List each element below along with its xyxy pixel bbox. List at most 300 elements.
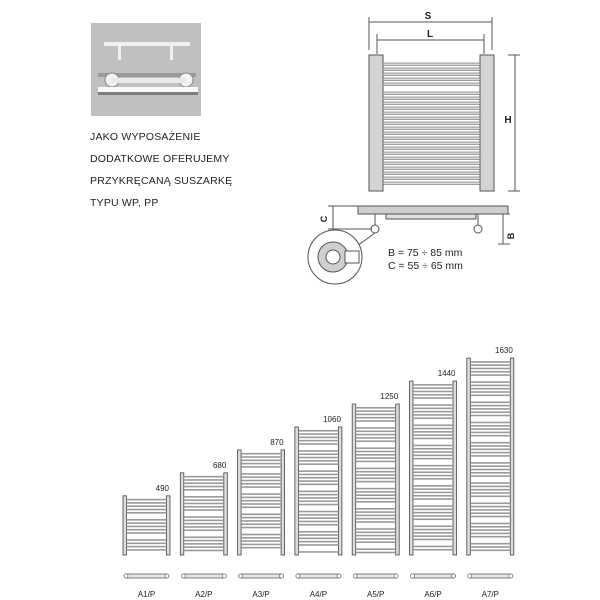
rung [470, 533, 510, 535]
rung [470, 405, 510, 407]
rung [241, 507, 281, 509]
rung [127, 526, 167, 528]
c-range-text: C = 55 ÷ 65 mm [388, 260, 463, 272]
rung [383, 167, 480, 169]
rung [383, 112, 480, 114]
model-a3-p [238, 438, 285, 599]
rung [470, 401, 510, 403]
left-post [467, 358, 471, 555]
rung [241, 456, 281, 458]
rung [470, 475, 510, 477]
rung [470, 526, 510, 528]
rung [413, 414, 453, 416]
rung [356, 478, 396, 480]
model-height-label: 1630 [495, 346, 513, 356]
connection-strip [124, 574, 169, 578]
rung [470, 394, 510, 396]
rung [356, 407, 396, 409]
connection-strip [181, 574, 226, 578]
rung [127, 532, 167, 534]
rung [383, 137, 480, 139]
rung [298, 514, 338, 516]
rung [470, 516, 510, 518]
rung [470, 523, 510, 525]
rung [127, 546, 167, 548]
rung [241, 523, 281, 525]
rung [127, 543, 167, 545]
rung [184, 486, 224, 488]
rung [356, 414, 396, 416]
rung [184, 536, 224, 538]
rung [298, 450, 338, 452]
rung [383, 157, 480, 159]
rung [413, 448, 453, 450]
model-a5-p [352, 392, 399, 599]
rung [298, 437, 338, 439]
rung [184, 550, 224, 552]
rung [298, 517, 338, 519]
rung [241, 500, 281, 502]
rung [413, 529, 453, 531]
rung [383, 78, 480, 80]
accessory-note-line-3: PRZYKRĘCANĄ SUSZARKĘ [90, 175, 233, 187]
rung [470, 385, 510, 387]
rung [356, 447, 396, 449]
model-name-label: A6/P [424, 590, 442, 599]
rung [470, 509, 510, 511]
connector [394, 574, 398, 578]
rung [470, 462, 510, 464]
rung [383, 117, 480, 119]
rung [470, 408, 510, 410]
rung [127, 519, 167, 521]
accessory-note-line-1: JAKO WYPOSAŻENIE [90, 131, 201, 143]
rung [184, 526, 224, 528]
rung [298, 551, 338, 553]
rung [127, 505, 167, 507]
rung [413, 411, 453, 413]
rung [356, 518, 396, 520]
radiator-rungs [383, 63, 480, 184]
rung [241, 503, 281, 505]
rung [413, 431, 453, 433]
connector [239, 574, 243, 578]
rung [298, 521, 338, 523]
accessory-note-line-2: DODATKOWE OFERUJEMY [90, 153, 230, 165]
right-post [281, 450, 285, 555]
rung [356, 501, 396, 503]
rung [298, 460, 338, 462]
model-a1-p [123, 484, 170, 599]
rung [383, 172, 480, 174]
rung [470, 536, 510, 538]
rung [383, 107, 480, 109]
rung [356, 508, 396, 510]
rung [413, 475, 453, 477]
model-name-label: A5/P [367, 590, 385, 599]
rung [470, 489, 510, 491]
rung [470, 364, 510, 366]
rung [413, 471, 453, 473]
rung [127, 502, 167, 504]
right-post [396, 404, 400, 555]
rung [298, 443, 338, 445]
right-post [167, 496, 171, 555]
left-post [352, 404, 356, 555]
rung [413, 495, 453, 497]
rung [356, 410, 396, 412]
model-height-label: 1250 [380, 392, 399, 401]
rung [413, 549, 453, 551]
accessory-photo [91, 23, 201, 116]
model-a2-p [180, 461, 227, 599]
rung [184, 509, 224, 511]
rung [298, 531, 338, 533]
rung [470, 361, 510, 363]
connection-strip [411, 574, 456, 578]
rung [470, 381, 510, 383]
rung [298, 494, 338, 496]
rung [413, 458, 453, 460]
rung [383, 147, 480, 149]
model-height-label: 1440 [437, 369, 456, 379]
rung [470, 546, 510, 548]
connector [280, 574, 284, 578]
rung [127, 522, 167, 524]
model-name-label: A7/P [481, 590, 499, 599]
rung [241, 534, 281, 536]
right-post [453, 381, 457, 555]
rung [413, 465, 453, 467]
dim-label-s: S [424, 11, 432, 22]
model-name-label: A4/P [309, 590, 328, 599]
rung [184, 520, 224, 522]
rung [241, 476, 281, 478]
rung [470, 435, 510, 437]
rung [470, 492, 510, 494]
connector [165, 574, 169, 578]
rung [413, 512, 453, 514]
rung [356, 437, 396, 439]
rung [298, 544, 338, 546]
rung [241, 486, 281, 488]
rung [356, 538, 396, 540]
model-a7-p [467, 346, 514, 599]
rung [413, 394, 453, 396]
rung [356, 471, 396, 473]
connection-strip [468, 574, 513, 578]
rung [298, 430, 338, 432]
rung [241, 473, 281, 475]
rung [413, 451, 453, 453]
rung [470, 455, 510, 457]
rung [470, 388, 510, 390]
rung [413, 485, 453, 487]
rung [241, 547, 281, 549]
rung [470, 425, 510, 427]
rung [356, 474, 396, 476]
rung [413, 468, 453, 470]
rung [298, 541, 338, 543]
rung [383, 92, 480, 94]
rung [356, 515, 396, 517]
rung [413, 438, 453, 440]
rung [184, 529, 224, 531]
rung [470, 495, 510, 497]
rung [184, 476, 224, 478]
rung [298, 480, 338, 482]
model-height-label: 1060 [323, 414, 341, 424]
rung [356, 548, 396, 550]
rung [184, 479, 224, 481]
rung [470, 374, 510, 376]
rung [356, 552, 396, 554]
rung [127, 509, 167, 511]
rung [356, 420, 396, 422]
rung [383, 122, 480, 124]
connector [452, 574, 456, 578]
rung [298, 440, 338, 442]
rung [413, 515, 453, 517]
rung [356, 494, 396, 496]
rung [356, 468, 396, 470]
rung [470, 529, 510, 531]
left-post [238, 450, 242, 555]
rung [184, 503, 224, 505]
rung [241, 540, 281, 542]
rung [383, 102, 480, 104]
rung [298, 500, 338, 502]
model-height-label: 490 [155, 483, 169, 493]
rung [298, 433, 338, 435]
rung [413, 404, 453, 406]
rung [413, 397, 453, 399]
rung [470, 512, 510, 514]
rung [383, 142, 480, 144]
rung [241, 463, 281, 465]
pipe-connection-detail [308, 230, 362, 284]
rung [356, 461, 396, 463]
right-post [224, 473, 228, 555]
connector [124, 574, 128, 578]
rung [184, 543, 224, 545]
rung [356, 434, 396, 436]
rung [241, 520, 281, 522]
rung [413, 408, 453, 410]
rung [127, 499, 167, 501]
rung [413, 525, 453, 527]
model-name-label: A2/P [195, 590, 213, 599]
rung [413, 434, 453, 436]
rung [184, 499, 224, 501]
rung [413, 532, 453, 534]
rung [356, 457, 396, 459]
rung [383, 132, 480, 134]
rung [298, 511, 338, 513]
rung [241, 544, 281, 546]
rung [298, 457, 338, 459]
rung [413, 498, 453, 500]
rung [413, 539, 453, 541]
connection-strip [353, 574, 398, 578]
connector [411, 574, 415, 578]
rung [241, 517, 281, 519]
rung [383, 182, 480, 184]
rung [413, 391, 453, 393]
rung [470, 549, 510, 551]
dim-label-h: H [504, 115, 512, 126]
left-post [295, 427, 299, 555]
connector [296, 574, 300, 578]
rung [241, 483, 281, 485]
rung [356, 535, 396, 537]
rung [470, 411, 510, 413]
rung [241, 493, 281, 495]
rung [298, 474, 338, 476]
rung [470, 469, 510, 471]
connector [468, 574, 472, 578]
rung [356, 440, 396, 442]
rung [298, 538, 338, 540]
rung [383, 97, 480, 99]
rung [241, 480, 281, 482]
rung [298, 470, 338, 472]
rung [184, 489, 224, 491]
rung [470, 465, 510, 467]
connector [222, 574, 226, 578]
rung [356, 488, 396, 490]
rung [383, 162, 480, 164]
rung [298, 491, 338, 493]
model-height-label: 870 [270, 437, 284, 447]
rung [413, 428, 453, 430]
rung [383, 177, 480, 179]
connection-strip [239, 574, 284, 578]
rung [413, 384, 453, 386]
rung [184, 482, 224, 484]
rung [184, 523, 224, 525]
model-name-label: A1/P [137, 590, 156, 599]
rung [127, 529, 167, 531]
rung [356, 521, 396, 523]
rung [470, 428, 510, 430]
rung [184, 516, 224, 518]
rung [356, 532, 396, 534]
rung [298, 497, 338, 499]
model-name-label: A3/P [252, 590, 270, 599]
rung [356, 417, 396, 419]
right-post [338, 427, 342, 555]
model-a4-p [295, 415, 342, 599]
rung [470, 448, 510, 450]
rung [298, 504, 338, 506]
rung [356, 541, 396, 543]
rung [241, 527, 281, 529]
connector [353, 574, 357, 578]
rung [413, 424, 453, 426]
rung [383, 127, 480, 129]
dim-label-b: B [506, 232, 516, 240]
rung [184, 540, 224, 542]
rung [413, 546, 453, 548]
rung [413, 455, 453, 457]
rung [413, 488, 453, 490]
rung [413, 478, 453, 480]
rung [241, 460, 281, 462]
rung [241, 497, 281, 499]
rung [413, 535, 453, 537]
rung [413, 518, 453, 520]
rung [356, 431, 396, 433]
rung [127, 512, 167, 514]
rung [470, 452, 510, 454]
left-post [123, 496, 127, 555]
rung [383, 83, 480, 85]
b-range-text: B = 75 ÷ 85 mm [388, 247, 463, 259]
rung [127, 549, 167, 551]
dim-label-c: C [319, 215, 329, 223]
rung [298, 477, 338, 479]
rung [184, 546, 224, 548]
rung [127, 539, 167, 541]
rung [413, 492, 453, 494]
rung [298, 453, 338, 455]
rung [184, 496, 224, 498]
model-height-label: 680 [212, 460, 227, 470]
rung [383, 63, 480, 65]
rung [298, 524, 338, 526]
rung [298, 484, 338, 486]
rung [413, 417, 453, 419]
rung [413, 445, 453, 447]
rung [470, 368, 510, 370]
rung [470, 486, 510, 488]
left-post [410, 381, 414, 555]
rung [470, 482, 510, 484]
rung [356, 427, 396, 429]
model-lineup-chart [123, 346, 514, 599]
rung [241, 514, 281, 516]
rung [356, 451, 396, 453]
rung [470, 415, 510, 417]
rung [356, 528, 396, 530]
rung [413, 509, 453, 511]
rung [413, 387, 453, 389]
rung [470, 506, 510, 508]
rung [184, 506, 224, 508]
rung [413, 505, 453, 507]
model-a6-p [410, 369, 457, 599]
rung [383, 68, 480, 70]
rung [470, 502, 510, 504]
left-post [180, 473, 184, 555]
connector [509, 574, 513, 578]
rung [470, 391, 510, 393]
rung [298, 534, 338, 536]
connector [181, 574, 185, 578]
dim-label-l: L [426, 29, 434, 40]
rung [356, 454, 396, 456]
rung [470, 543, 510, 545]
rung [356, 481, 396, 483]
rung [383, 152, 480, 154]
rung [470, 432, 510, 434]
connector [337, 574, 341, 578]
rung [241, 537, 281, 539]
rung [470, 422, 510, 424]
rung [383, 73, 480, 75]
right-post [510, 358, 514, 555]
